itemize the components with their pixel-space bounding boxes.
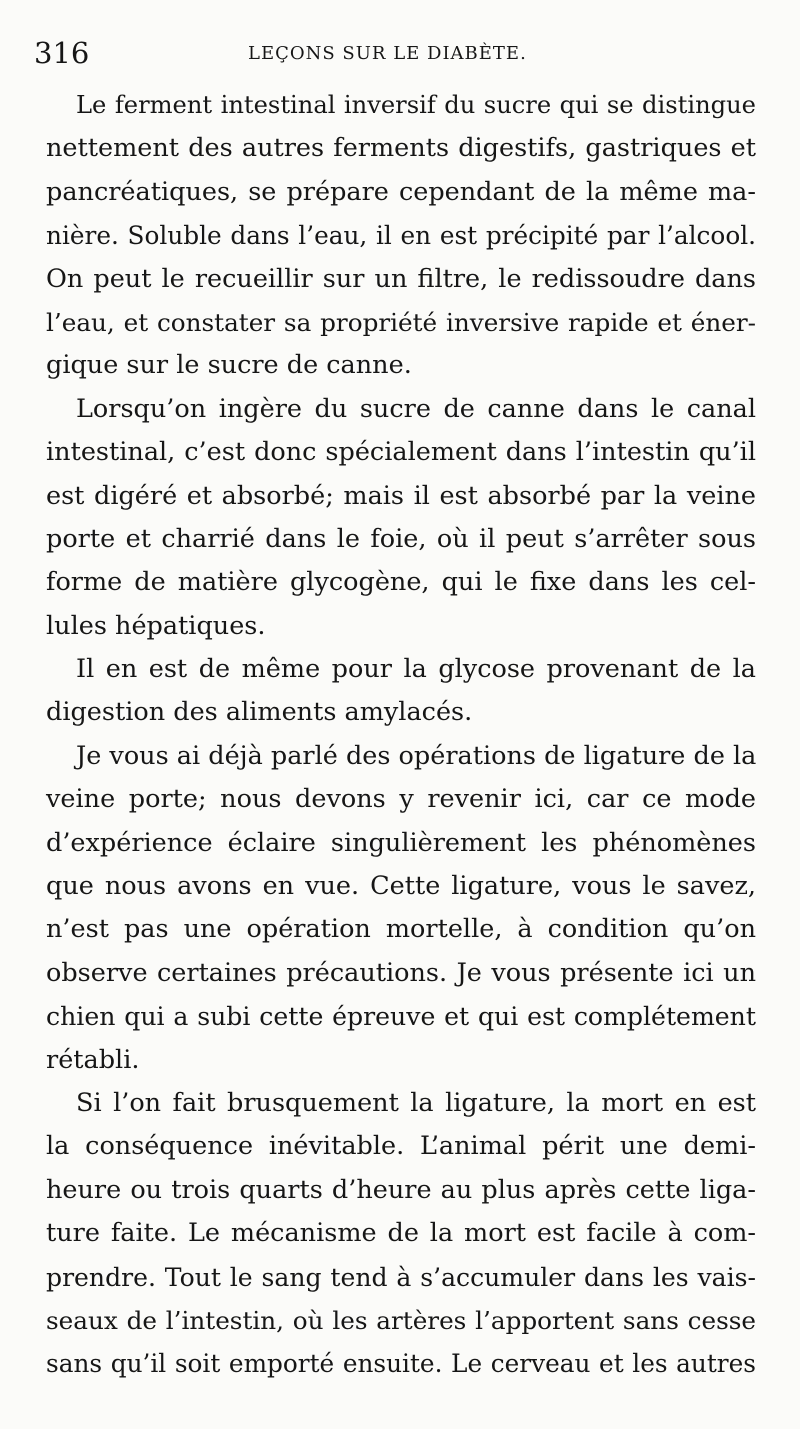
paragraph-sucre-de-canne <box>46 388 756 648</box>
text-line: Il en est de même pour la glycose provenant de la <box>76 654 756 685</box>
text-line: intestinal, c’est donc spécialement dans l’intestin qu’il <box>46 437 756 468</box>
text-line: n’est pas une opération mortelle, à condition qu’on <box>46 914 756 945</box>
paragraph-ligature-veine-porte <box>46 735 756 1082</box>
text-line: Si l’on fait brusquement la ligature, la mort en est <box>76 1087 756 1118</box>
text-line: ture faite. Le mécanisme de la mort est facile à com- <box>46 1218 756 1249</box>
paragraph-ligature-brusque <box>46 1082 756 1386</box>
text-line: rétabli. <box>46 1044 140 1075</box>
text-line: chien qui a subi cette épreuve et qui est complétement <box>46 1002 756 1032</box>
text-line: est digéré et absorbé; mais il est absorbé par la veine <box>46 480 756 511</box>
text-line: pancréatiques, se prépare cependant de la même ma- <box>46 176 756 207</box>
text-line: prendre. Tout le sang tend à s’accumuler dans les vais- <box>46 1262 756 1292</box>
text-line: nière. Soluble dans l’eau, il en est précipité par l’alcool. <box>46 221 756 251</box>
running-head <box>34 36 754 68</box>
body-text <box>46 84 756 1386</box>
text-line: porte et charrié dans le foie, où il peut s’arrêter sous <box>46 523 756 554</box>
text-line: l’eau, et constater sa propriété inversive rapide et éner- <box>46 307 756 337</box>
text-line: la conséquence inévitable. L’animal périt une demi- <box>46 1131 756 1162</box>
text-line: digestion des aliments amylacés. <box>46 697 473 728</box>
text-line: gique sur le sucre de canne. <box>46 350 412 381</box>
text-line: Le ferment intestinal inversif du sucre qui se distingue <box>76 91 756 119</box>
text-line: Je vous ai déjà parlé des opérations de ligature de la <box>76 740 757 771</box>
paragraph-glycose <box>46 648 756 735</box>
text-line: lules hépatiques. <box>46 610 266 641</box>
text-line: que nous avons en vue. Cette ligature, vous le savez, <box>46 871 756 902</box>
text-line: nettement des autres ferments digestifs, gastriques et <box>46 133 756 164</box>
running-title: LEÇONS SUR LE DIABÈTE. <box>248 43 527 64</box>
text-line: Lorsqu’on ingère du sucre de canne dans le canal <box>76 393 756 424</box>
text-line: veine porte; nous devons y revenir ici, car ce mode <box>46 784 756 815</box>
text-line: observe certaines précautions. Je vous présente ici un <box>46 957 756 988</box>
text-line: forme de matière glycogène, qui le fixe dans les cel- <box>46 567 756 598</box>
text-line: sans qu’il soit emporté ensuite. Le cerveau et les autres <box>46 1349 756 1379</box>
paragraph-ferment <box>46 84 756 388</box>
text-line: d’expérience éclaire singulièrement les phénomènes <box>46 827 756 858</box>
text-line: heure ou trois quarts d’heure au plus après cette liga- <box>46 1174 756 1205</box>
page-number: 316 <box>34 36 90 70</box>
text-line: On peut le recueillir sur un filtre, le redissoudre dans <box>46 263 756 294</box>
text-line: seaux de l’intestin, où les artères l’apportent sans cesse <box>46 1305 756 1335</box>
